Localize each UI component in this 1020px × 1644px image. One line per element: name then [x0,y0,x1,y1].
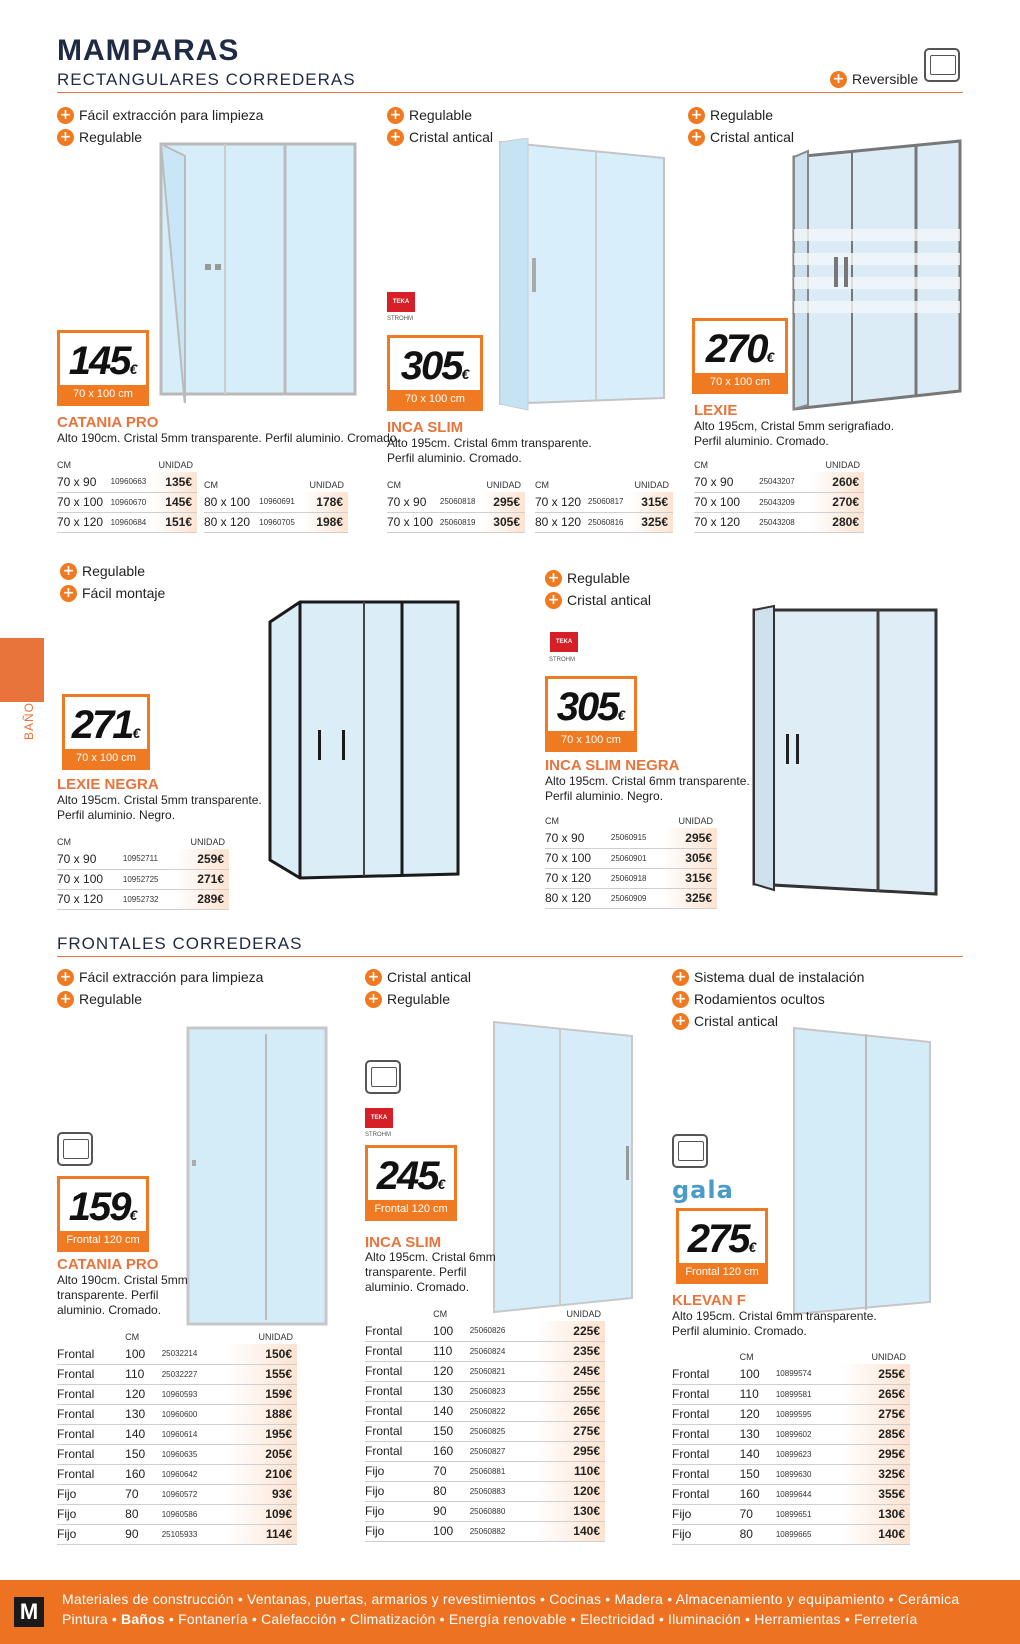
price-tag: 270€ 70 x 100 cm [692,318,788,394]
plus-icon: + [365,991,382,1008]
plus-icon: + [60,563,77,580]
feature-item: + Fácil extracción para limpieza [57,966,263,988]
footer-categories-1: Materiales de construcción • Ventanas, puertas, armarios y revestimientos • Cocinas • Madera • Almacenamiento y equipamiento • Cerámica [62,1591,960,1607]
feature-list [672,966,864,1032]
product-description: Alto 195cm. Cristal 6mm transparente. Perfil aluminio. Cromado. [387,436,592,465]
table-row: Frontal 140 25060822 265€ [365,1401,605,1421]
table-row: Frontal 150 10899630 325€ [672,1464,910,1484]
table-row: 70 x 120 10952732 289€ [57,889,229,909]
table-row: 70 x 90 25060915 295€ [545,828,717,848]
table-row: Frontal 150 25060825 275€ [365,1421,605,1441]
price-tag: 275€ Frontal 120 cm [676,1208,768,1284]
table-row: Frontal 110 25060824 235€ [365,1341,605,1361]
reversible-icon [57,1132,93,1166]
product-description: Alto 195cm. Cristal 6mm transparente. Perfil aluminio. Negro. [545,774,750,803]
table-row: Frontal 100 25060826 225€ [365,1321,605,1341]
table-row: Fijo 90 25105933 114€ [57,1524,297,1544]
feature-item: + Regulable [688,104,794,126]
product-name: INCA SLIM [365,1234,442,1251]
shower-image [490,1016,638,1316]
brand-logo: TEKA [550,632,578,652]
divider [57,956,963,957]
shower-image [496,138,671,413]
price-tag: 245€ Frontal 120 cm [365,1145,457,1221]
table-row: Fijo 80 10899665 140€ [672,1524,910,1544]
plus-icon: + [672,991,689,1008]
table-row: Frontal 110 10899581 265€ [672,1384,910,1404]
plus-icon: + [365,969,382,986]
table-row: 70 x 100 25060819 305€ [387,512,525,532]
feature-item: + Fácil montaje [60,582,165,604]
table-row: 70 x 120 25043208 280€ [694,512,864,532]
plus-icon: + [387,107,404,124]
current-category: Baños [121,1611,165,1627]
table-row: Frontal 120 10899595 275€ [672,1404,910,1424]
reversible-icon [924,48,960,82]
plus-icon: + [57,991,74,1008]
price-table: CM UNIDAD Frontal 100 25060826 225€ Frontal 110 25060824 235€ Frontal 120 25060821 245€ Frontal 130 25060823 255€ Frontal 140 25060822 265€ Frontal 150 25060825 275€ Frontal 160 25060827 295€ Fijo 70 25060881 110€ Fijo 80 25060883 120€ Fijo 90 25060880 130€ Fijo 100 25060882 140€ [365,1307,605,1542]
product-description: Alto 195cm. Cristal 6mm transparente. Perfil aluminio. Cromado. [365,1250,496,1294]
product-name: CATANIA PRO [57,1256,159,1273]
reversible-icon [365,1060,401,1094]
divider [57,92,963,93]
table-row: Frontal 110 25032227 155€ [57,1364,297,1384]
brand-sublabel: STROHM [365,1132,391,1138]
feature-item: + Regulable [57,126,263,148]
product-description: Alto 190cm. Cristal 5mm transparente. Perfil aluminio. Cromado. [57,431,400,445]
feature-item: + Rodamientos ocultos [672,988,864,1010]
feature-item: + Regulable [57,988,263,1010]
price-tag: 159€ Frontal 120 cm [57,1176,149,1252]
brand-logo: TEKA [365,1108,393,1128]
table-row: Fijo 70 10899651 130€ [672,1504,910,1524]
shower-image [184,1024,330,1328]
table-row: 70 x 120 25060817 315€ [535,492,673,512]
table-row: Fijo 70 10960572 93€ [57,1484,297,1504]
price-tag: 145€ 70 x 100 cm [57,330,149,406]
feature-item: + Sistema dual de instalación [672,966,864,988]
table-row: Frontal 130 10960600 188€ [57,1404,297,1424]
table-row: 80 x 100 10960691 178€ [204,492,348,512]
price-table: CM UNIDAD 70 x 90 10952711 259€ 70 x 100 10952725 271€ 70 x 120 10952732 289€ [57,835,229,910]
price-tag: 271€ 70 x 100 cm [62,694,150,770]
price-tag: 305€ 70 x 100 cm [387,335,483,411]
table-row: Frontal 120 25060821 245€ [365,1361,605,1381]
section-title: FRONTALES CORREDERAS [57,934,303,953]
plus-icon: + [672,969,689,986]
shower-image [790,137,968,415]
brand-logo: TEKA [387,292,415,312]
footer-categories-2: Pintura • Baños • Fontanería • Calefacción • Climatización • Energía renovable • Electricidad • Iluminación • Herramientas • Ferretería [62,1611,918,1627]
plus-icon: + [688,129,705,146]
table-row: Fijo 80 25060883 120€ [365,1481,605,1501]
reversible-note: + Reversible [830,68,918,90]
price-table: CM UNIDAD 70 x 90 25043207 260€ 70 x 100 25043209 270€ 70 x 120 25043208 280€ [694,458,864,533]
feature-item: + Cristal antical [545,589,651,611]
table-row: Frontal 100 10899574 255€ [672,1364,910,1384]
table-row: Frontal 150 10960635 205€ [57,1444,297,1464]
feature-list [60,560,165,604]
table-row: 80 x 120 25060816 325€ [535,512,673,532]
shower-image [266,596,466,886]
table-row: 70 x 90 10952711 259€ [57,849,229,869]
product-description: Alto 190cm. Cristal 5mm transparente. Perfil aluminio. Cromado. [57,1273,188,1317]
feature-list [57,966,263,1010]
plus-icon: + [57,129,74,146]
table-row: 70 x 100 10952725 271€ [57,869,229,889]
table-row: Frontal 120 10960593 159€ [57,1384,297,1404]
table-row: Frontal 140 10899623 295€ [672,1444,910,1464]
product-name: KLEVAN F [672,1292,746,1309]
plus-icon: + [545,570,562,587]
shower-image [750,604,946,896]
table-row: 80 x 120 25060909 325€ [545,888,717,908]
product-description: Alto 195cm. Cristal 6mm transparente. Perfil aluminio. Cromado. [672,1309,877,1338]
product-name: LEXIE [694,402,738,419]
feature-item: + Regulable [545,567,651,589]
price-tag: 305€ 70 x 100 cm [545,676,637,752]
table-row: Frontal 140 10960614 195€ [57,1424,297,1444]
table-row: Frontal 160 25060827 295€ [365,1441,605,1461]
plus-icon: + [545,592,562,609]
brand-logo: M [0,1580,58,1644]
feature-list [545,567,651,611]
table-row: 70 x 120 10960684 151€ [57,512,197,532]
plus-icon: + [830,71,847,88]
brand-sublabel: STROHM [549,657,575,663]
feature-item: + Cristal antical [387,126,493,148]
shower-image [790,1024,934,1318]
product-description: Alto 195cm. Cristal 5mm transparente. Perfil aluminio. Negro. [57,793,262,822]
table-row: 70 x 90 10960663 135€ [57,472,197,492]
price-table: CM UNIDAD 70 x 90 10960663 135€ 70 x 100 10960670 145€ 70 x 120 10960684 151€ [57,458,197,533]
feature-item: + Cristal antical [672,1010,864,1032]
table-row: Frontal 160 10960642 210€ [57,1464,297,1484]
plus-icon: + [688,107,705,124]
table-row: 70 x 120 25060918 315€ [545,868,717,888]
price-table: CM UNIDAD 70 x 90 25060915 295€ 70 x 100 25060901 305€ 70 x 120 25060918 315€ 80 x 120 25060909 325€ [545,814,717,909]
product-description: Alto 195cm, Cristal 5mm serigrafiado. Perfil aluminio. Cromado. [694,419,895,448]
price-table: CM UNIDAD Frontal 100 25032214 150€ Frontal 110 25032227 155€ Frontal 120 10960593 159€ Frontal 130 10960600 188€ Frontal 140 10960614 195€ Frontal 150 10960635 205€ Frontal 160 10960642 210€ Fijo 70 10960572 93€ Fijo 80 10960586 109€ Fijo 90 25105933 114€ [57,1330,297,1545]
reversible-icon [672,1134,708,1168]
table-row: Frontal 100 25032214 150€ [57,1344,297,1364]
table-row: Frontal 160 10899644 355€ [672,1484,910,1504]
brand-logo: gala [672,1176,734,1204]
table-row: 80 x 120 10960705 198€ [204,512,348,532]
table-row: Frontal 130 25060823 255€ [365,1381,605,1401]
feature-item: + Cristal antical [365,966,471,988]
feature-list [387,104,493,148]
table-row: 70 x 90 25043207 260€ [694,472,864,492]
price-table: CM UNIDAD 70 x 90 25060818 295€ 70 x 100 25060819 305€ [387,478,525,533]
table-row: 70 x 100 10960670 145€ [57,492,197,512]
price-table: CM UNIDAD 80 x 100 10960691 178€ 80 x 120 10960705 198€ [204,478,348,533]
product-name: LEXIE NEGRA [57,776,159,793]
feature-item: + Regulable [387,104,493,126]
feature-item: + Cristal antical [688,126,794,148]
table-row: 70 x 90 25060818 295€ [387,492,525,512]
section-title: RECTANGULARES CORREDERAS [57,70,356,89]
product-name: INCA SLIM [387,419,464,436]
feature-list [365,966,471,1010]
feature-item: + Regulable [60,560,165,582]
brand-sublabel: STROHM [387,316,413,322]
feature-item: + Regulable [365,988,471,1010]
table-row: Fijo 100 25060882 140€ [365,1521,605,1541]
price-table: CM UNIDAD 70 x 120 25060817 315€ 80 x 120 25060816 325€ [535,478,673,533]
plus-icon: + [57,107,74,124]
plus-icon: + [60,585,77,602]
plus-icon: + [57,969,74,986]
table-row: 70 x 100 25043209 270€ [694,492,864,512]
plus-icon: + [387,129,404,146]
product-name: INCA SLIM NEGRA [545,757,680,774]
product-name: CATANIA PRO [57,414,159,431]
shower-image [155,138,365,403]
table-row: Frontal 130 10899602 285€ [672,1424,910,1444]
side-label: BAÑOS [22,692,36,740]
plus-icon: + [672,1013,689,1030]
page-title: MAMPARAS [57,34,240,67]
feature-list [688,104,794,148]
table-row: Fijo 70 25060881 110€ [365,1461,605,1481]
table-row: Fijo 90 25060880 130€ [365,1501,605,1521]
feature-item: + Fácil extracción para limpieza [57,104,263,126]
price-table: CM UNIDAD Frontal 100 10899574 255€ Frontal 110 10899581 265€ Frontal 120 10899595 275€ Frontal 130 10899602 285€ Frontal 140 10899623 295€ Frontal 150 10899630 325€ Frontal 160 10899644 355€ Fijo 70 10899651 130€ Fijo 80 10899665 140€ [672,1350,910,1545]
table-row: 70 x 100 25060901 305€ [545,848,717,868]
table-row: Fijo 80 10960586 109€ [57,1504,297,1524]
